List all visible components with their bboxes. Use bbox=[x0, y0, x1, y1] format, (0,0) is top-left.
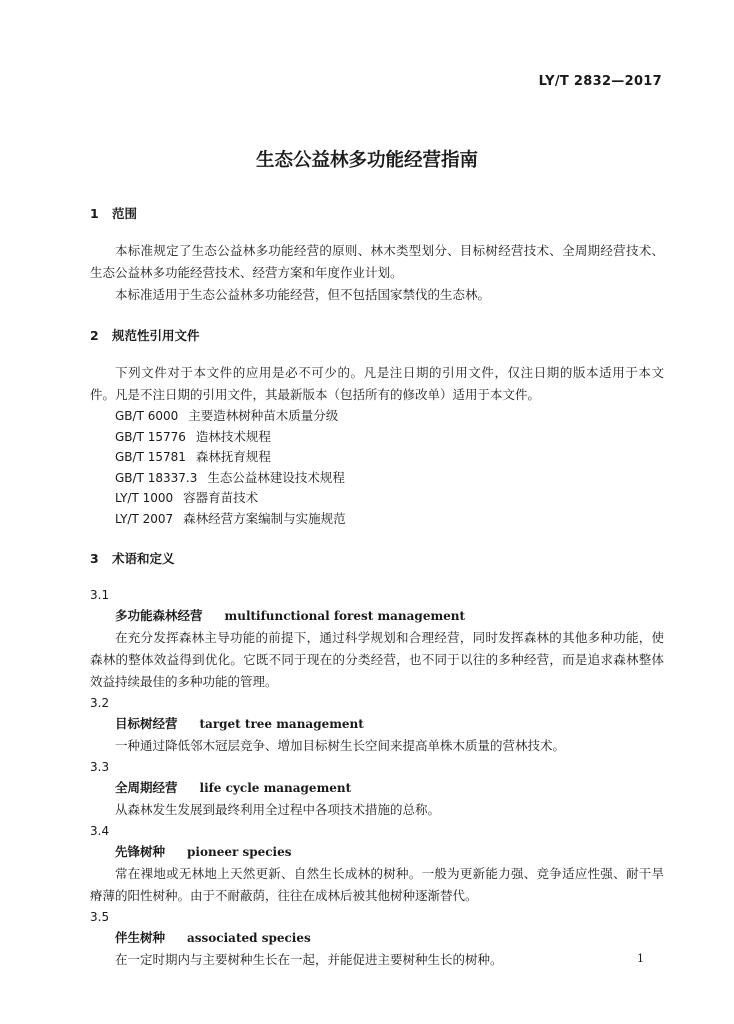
term-definition: 常在裸地或无林地上天然更新、自然生长成林的树种。一般为更新能力强、竞争适应性强、耐干旱瘠薄的阳性树种。由于不耐蔽荫，往往在成林后被其他树种逐渐替代。 bbox=[90, 866, 664, 903]
term-heading bbox=[90, 777, 664, 799]
term-definition: 在充分发挥森林主导功能的前提下，通过科学规划和合理经营，同时发挥森林的其他多种功能，使森林的整体效益得到优化。它既不同于现在的分类经营，也不同于以往的多种经营，而是追求森林整体效益持续最佳的多种功能的管理。 bbox=[90, 630, 664, 689]
term-entry bbox=[90, 585, 664, 693]
paragraph: 下列文件对于本文件的应用是必不可少的。凡是注日期的引用文件，仅注日期的版本适用于本文件。凡是不注日期的引用文件，其最新版本（包括所有的修改单）适用于本文件。 bbox=[90, 365, 664, 402]
term-en: target tree management bbox=[199, 717, 364, 731]
section-heading bbox=[90, 326, 664, 348]
term-zh: 目标树经营 bbox=[115, 716, 178, 731]
section-scope bbox=[90, 204, 664, 306]
term-heading bbox=[90, 605, 664, 627]
section-title: 范围 bbox=[112, 206, 138, 221]
term-number: 3.1 bbox=[90, 588, 110, 602]
term-heading bbox=[90, 713, 664, 735]
term-definition: 从森林发生发展到最终利用全过程中各项技术措施的总称。 bbox=[115, 802, 441, 817]
reference-item bbox=[90, 447, 664, 468]
reference-title: 森林抚育规程 bbox=[195, 449, 271, 464]
term-number: 3.4 bbox=[90, 824, 110, 838]
section-heading bbox=[90, 549, 664, 571]
section-number: 2 bbox=[90, 328, 99, 343]
reference-title: 容器育苗技术 bbox=[183, 490, 259, 505]
term-en: pioneer species bbox=[187, 845, 292, 859]
standard-code: LY/T 2832—2017 bbox=[538, 74, 662, 89]
term-en: multifunctional forest management bbox=[224, 609, 466, 623]
reference-item bbox=[90, 406, 664, 427]
reference-code: GB/T 15776 bbox=[115, 429, 186, 444]
term-entry bbox=[90, 757, 664, 821]
term-zh: 伴生树种 bbox=[115, 930, 166, 945]
term-heading bbox=[90, 841, 664, 863]
reference-code: GB/T 6000 bbox=[115, 409, 179, 423]
term-en: associated species bbox=[187, 931, 311, 945]
term-zh: 先锋树种 bbox=[115, 844, 166, 859]
term-definition: 一种通过降低邻木冠层竞争、增加目标树生长空间来提高单株木质量的营林技术。 bbox=[115, 738, 566, 753]
section-heading bbox=[90, 204, 664, 226]
reference-item bbox=[90, 427, 664, 448]
term-zh: 多功能森林经营 bbox=[115, 608, 203, 623]
paragraph: 本标准适用于生态公益林多功能经营，但不包括国家禁伐的生态林。 bbox=[115, 287, 491, 302]
term-en: life cycle management bbox=[199, 781, 352, 795]
reference-code: GB/T 15781 bbox=[115, 450, 186, 464]
reference-title: 生态公益林建设技术规程 bbox=[207, 469, 345, 485]
term-number: 3.2 bbox=[90, 696, 110, 710]
section-terms-definitions bbox=[90, 549, 664, 971]
section-title: 术语和定义 bbox=[112, 551, 175, 566]
section-number: 1 bbox=[90, 206, 99, 221]
paragraph: 本标准规定了生态公益林多功能经营的原则、林木类型划分、目标树经营技术、全周期经营技术、生态公益林多功能经营技术、经营方案和年度作业计划。 bbox=[90, 243, 664, 280]
reference-title: 造林技术规程 bbox=[195, 428, 271, 444]
reference-title: 森林经营方案编制与实施规范 bbox=[183, 510, 346, 526]
term-definition: 在一定时期内与主要树种生长在一起，并能促进主要树种生长的树种。 bbox=[115, 952, 503, 967]
section-normative-references bbox=[90, 326, 664, 529]
section-number: 3 bbox=[90, 551, 99, 566]
reference-item bbox=[90, 509, 664, 530]
page-number: 1 bbox=[637, 952, 644, 965]
term-zh: 全周期经营 bbox=[115, 780, 178, 795]
term-heading bbox=[90, 927, 664, 949]
reference-title: 主要造林树种苗木质量分级 bbox=[188, 408, 339, 423]
document-title: 生态公益林多功能经营指南 bbox=[255, 150, 478, 171]
reference-item bbox=[90, 468, 664, 489]
term-entry bbox=[90, 693, 664, 757]
term-number: 3.5 bbox=[90, 910, 110, 924]
section-title: 规范性引用文件 bbox=[112, 328, 200, 343]
reference-code: LY/T 1000 bbox=[115, 491, 174, 505]
document-body bbox=[90, 204, 664, 971]
reference-item bbox=[90, 488, 664, 509]
reference-code: GB/T 18337.3 bbox=[115, 470, 198, 485]
term-entry bbox=[90, 821, 664, 907]
term-entry bbox=[90, 907, 664, 971]
term-number: 3.3 bbox=[90, 760, 110, 774]
reference-code: LY/T 2007 bbox=[115, 511, 174, 526]
